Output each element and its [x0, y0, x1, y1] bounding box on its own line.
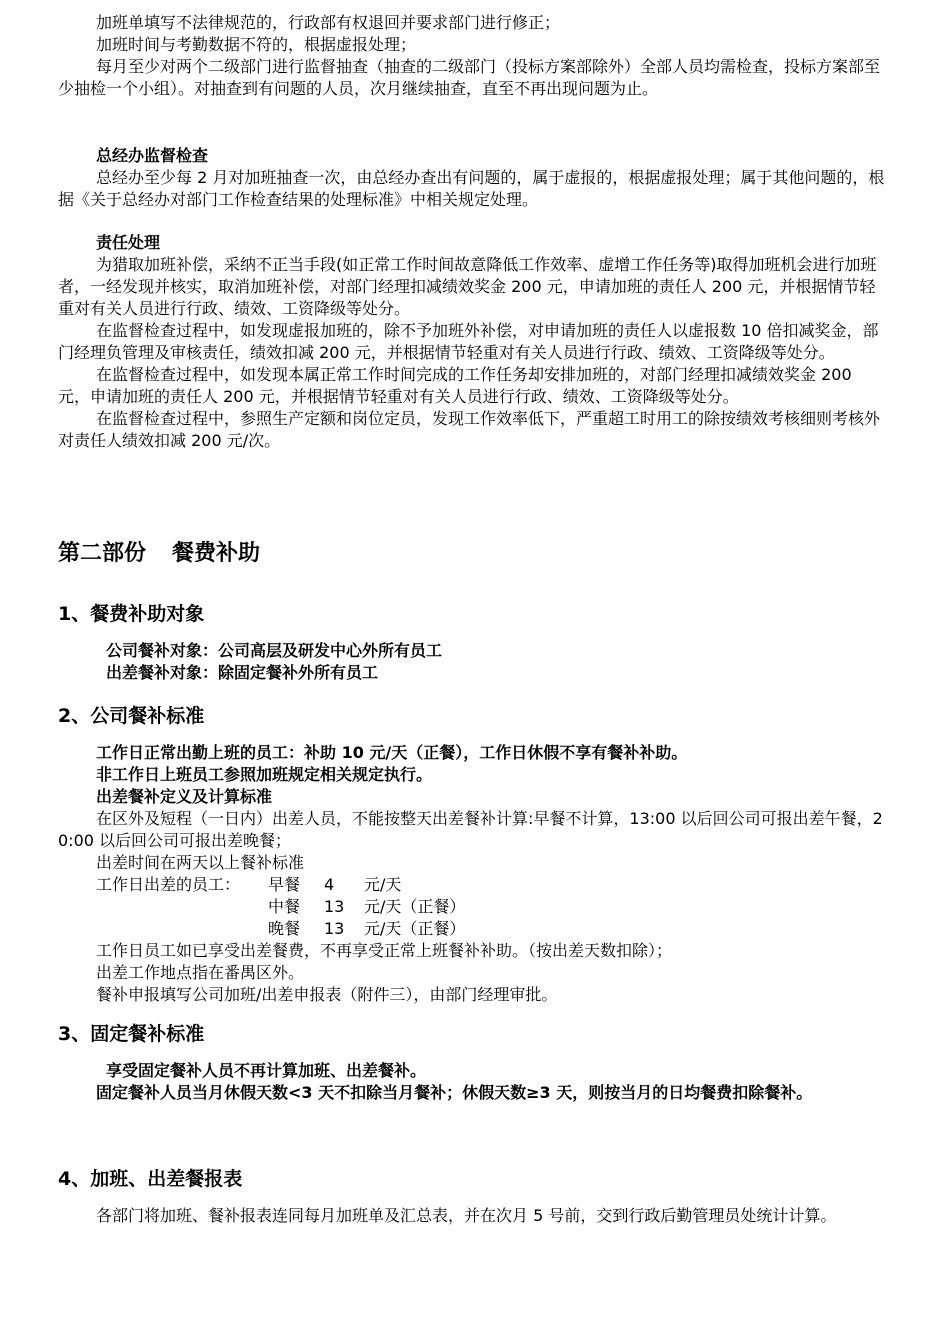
text-line: 享受固定餐补人员不再计算加班、出差餐补。 [106, 1061, 427, 1080]
text-line: 出差餐补定义及计算标准 [96, 787, 273, 806]
meal-row-lunch [96, 896, 465, 918]
section-title: 2、公司餐补标准 [58, 705, 205, 727]
paragraph: 固定餐补人员当月休假天数<3 天不扣除当月餐补；休假天数≥3 天，则按当月的日均餐费扣除餐补。 [96, 1083, 813, 1102]
report-block [0, 1205, 950, 1227]
text-line: 出差时间在两天以上餐补标准 [96, 853, 305, 872]
section-title: 1、餐费补助对象 [58, 603, 205, 625]
paragraph: 为猎取加班补偿，采纳不正当手段(如正常工作时间故意降低工作效率、虚增工作任务等)取得加班机会进行加班者，一经发现并核实，取消加班补偿，对部门经理扣减绩效奖金 200 元，申请加班的责任人 200 元，并根据情节轻重对有关人员进行行政、绩效、工资降级等处分。 [58, 255, 877, 318]
meal-amount: 4 [324, 875, 335, 894]
meal-unit: 元/天 [364, 875, 402, 894]
paragraph: 在监督检查过程中，参照生产定额和岗位定员，发现工作效率低下，严重超工时用工的除按绩效考核细则考核外对责任人绩效扣减 200 元/次。 [58, 409, 881, 450]
paragraph: 在监督检查过程中，如发现本属正常工作时间完成的工作任务却安排加班的，对部门经理扣减绩效奖金 200 元，申请加班的责任人 200 元，并根据情节轻重对有关人员进行行政、绩效、工资降级等处分。 [58, 365, 852, 406]
overtime-rules-block [0, 12, 950, 100]
paragraph: 每月至少对两个二级部门进行监督抽查（抽查的二级部门（投标方案部除外）全部人员均需检查，投标方案部至少抽检一个小组）。对抽查到有问题的人员，次月继续抽查，直至不再出现问题为止。 [58, 57, 881, 98]
part-name: 餐费补助 [172, 541, 261, 566]
text-line: 出差工作地点指在番禺区外。 [96, 963, 305, 982]
short-trip-block [0, 808, 950, 852]
text-line: 餐补申报填写公司加班/出差申报表（附件三），由部门经理审批。 [96, 985, 558, 1004]
paragraph: 加班单填写不法律规范的，行政部有权退回并要求部门进行修正； [96, 13, 561, 32]
meal-amount: 13 [324, 897, 345, 916]
paragraph: 在监督检查过程中，如发现虚报加班的，除不予加班外补偿，对申请加班的责任人以虚报数 10 倍扣减奖金，部门经理负管理及审核责任，绩效扣减 200 元，并根据情节轻重对有关人员进行行政、绩效、工资降级等处分。 [58, 321, 879, 362]
paragraph: 各部门将加班、餐补报表连同每月加班单及汇总表，并在次月 5 号前，交到行政后勤管理员处统计计算。 [96, 1206, 837, 1225]
text-line: 工作日正常出勤上班的员工：补助 10 元/天（正餐），工作日休假不享有餐补补助。 [96, 743, 688, 762]
text-line: 非工作日上班员工参照加班规定相关规定执行。 [96, 765, 433, 784]
fixed-meal-block [0, 1082, 950, 1104]
meal-row-dinner [96, 918, 465, 940]
part-label: 第二部份 [58, 541, 147, 566]
subheading-liability: 责任处理 [96, 233, 161, 252]
meal-unit: 元/天（正餐） [364, 919, 466, 938]
paragraph: 总经办至少每 2 月对加班抽查一次，由总经办查出有问题的，属于虚报的，根据虚报处理；属于其他问题的，根据《关于总经办对部门工作检查结果的处理标准》中相关规定处理。 [58, 168, 885, 209]
meal-row-breakfast [96, 874, 401, 896]
gm-check-block [0, 167, 950, 211]
text-line: 出差餐补对象：除固定餐补外所有员工 [106, 663, 379, 682]
section-title: 4、加班、出差餐报表 [58, 1168, 243, 1190]
meal-prefix: 工作日出差的员工： [96, 875, 241, 894]
meal-amount: 13 [324, 919, 345, 938]
meal-name: 中餐 [268, 897, 301, 916]
paragraph: 加班时间与考勤数据不符的，根据虚报处理； [96, 35, 417, 54]
liability-block [0, 254, 950, 452]
paragraph: 在区外及短程（一日内）出差人员，不能按整天出差餐补计算:早餐不计算，13:00 以后回公司可报出差午餐，20:00 以后回公司可报出差晚餐； [58, 809, 883, 850]
meal-unit: 元/天（正餐） [364, 897, 466, 916]
text-line: 公司餐补对象：公司高层及研发中心外所有员工 [106, 641, 443, 660]
text-line: 工作日员工如已享受出差餐费，不再享受正常上班餐补补助。（按出差天数扣除）； [96, 941, 673, 960]
subheading-gm-check: 总经办监督检查 [96, 146, 209, 165]
part-title [58, 540, 260, 568]
meal-name: 晚餐 [268, 919, 301, 938]
meal-name: 早餐 [268, 875, 301, 894]
section-title: 3、固定餐补标准 [58, 1023, 205, 1045]
